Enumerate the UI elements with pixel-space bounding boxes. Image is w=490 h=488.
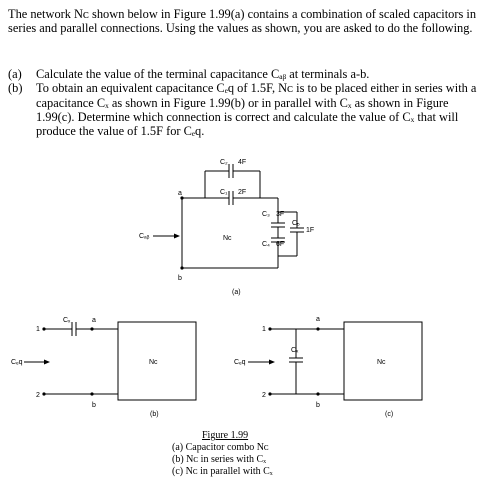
a-term-b: b [178,275,182,282]
c5-label: C₅ [292,220,300,227]
fig-c-label: (c) [385,411,394,418]
c5-value: 1F [306,227,315,234]
fig-b-label: (b) [150,411,159,418]
item-b-text: To obtain an equivalent capacitance Cₑq of 1.5F, Nᴄ is to be placed either in series with a capacitance Cₓ as shown in Figure 1.99(b) or in parallel with Cₓ as shown in Figure 1.99(c). Determine which connection is correct and calculate the value of Cₓ that will produce the value of 1.5F for Cₑq. [36,81,477,139]
item-a-text: Calculate the value of the terminal capacitance Cₐᵦ at terminals a-b. [36,67,370,81]
b-node-1: 1 [36,326,40,333]
circuit-b [11,317,196,418]
c2-label: C₂ [220,159,228,166]
cab-label: Cₐᵦ [139,233,150,240]
c1-value: 2F [238,189,247,196]
caption-line-b: (b) Nᴄ in series with Cₓ [172,454,267,465]
b-node-2: 2 [36,392,40,399]
b-cx-label: Cₓ [63,317,71,324]
c-ceq-label: Cₑq [234,359,246,366]
c-term-b: b [316,402,320,409]
c-node-1: 1 [262,326,266,333]
c-cx-label: Cₓ [291,347,299,354]
fig-a-label: (a) [232,289,241,296]
c4-value: 6F [276,241,285,248]
a-term-a: a [178,190,182,197]
b-term-a: a [92,317,96,324]
caption-title: Figure 1.99 [202,430,249,441]
c-nc-label: Nᴄ [377,359,386,366]
b-term-b: b [92,402,96,409]
c-term-a: a [316,316,320,323]
item-b-marker: (b) [8,81,23,96]
c2-value: 4F [238,159,247,166]
c1-label: C₁ [220,189,228,196]
circuit-c [234,316,422,418]
item-a-marker: (a) [8,67,22,81]
c-node-2: 2 [262,392,266,399]
c4-label: C₄ [262,241,270,248]
b-nc-label: Nᴄ [149,359,158,366]
caption-line-c: (c) Nᴄ in parallel with Cₓ [172,466,273,477]
b-ceq-label: Cₑq [11,359,23,366]
circuit-a [139,159,314,296]
c3-value: 3F [276,211,285,218]
nc-label-a: Nᴄ [223,235,232,242]
caption-line-a: (a) Capacitor combo Nᴄ [172,442,269,453]
figure-caption [172,430,273,477]
intro-text: The network Nᴄ shown below in Figure 1.99(a) contains a combination of scaled capacitors in series and parallel connections. Using the values as shown, you are asked to do the following. [8,7,477,36]
c3-label: C₃ [262,211,270,218]
